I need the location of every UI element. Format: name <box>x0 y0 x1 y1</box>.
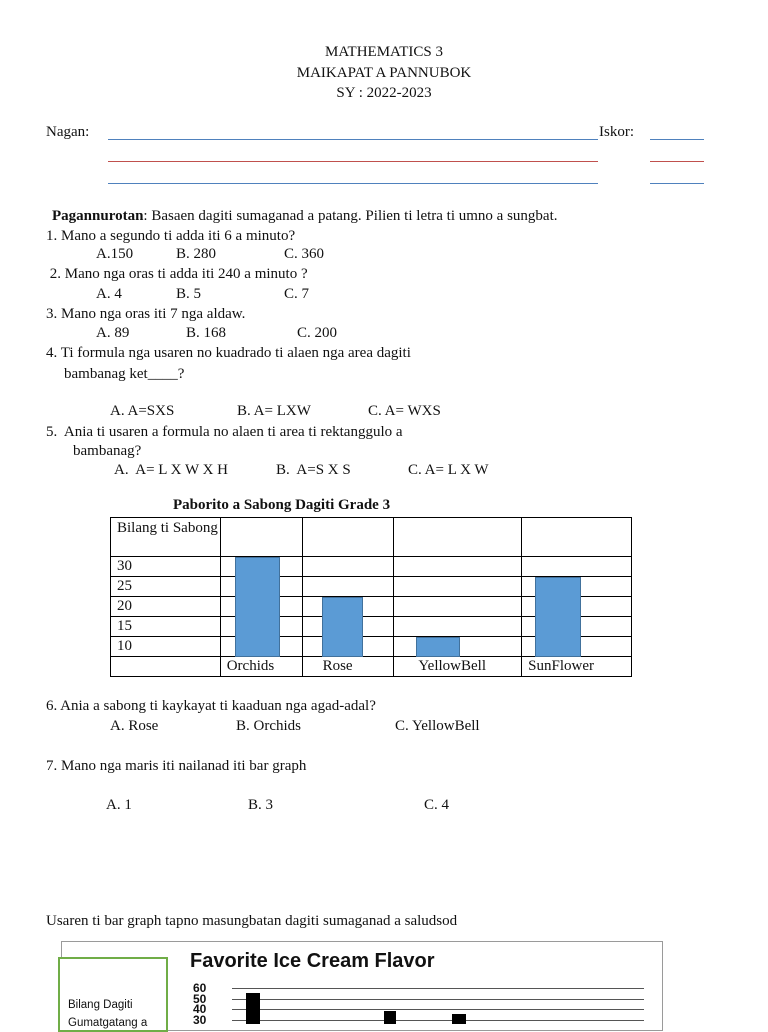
chart2-gridline <box>232 999 644 1000</box>
chart1-bar-orchids <box>235 557 280 657</box>
test-title: MAIKAPAT A PANNUBOK <box>296 65 472 81</box>
chart1-xlabel: Rose <box>302 657 394 677</box>
chart1-bar-sunflower <box>535 577 581 657</box>
chart1-ylabel: Bilang ti Sabong <box>111 518 221 557</box>
name-label: Nagan: <box>46 124 90 140</box>
chart2-gridline <box>232 1020 644 1021</box>
chart2-bar <box>384 1011 396 1024</box>
score-label: Iskor: <box>599 124 634 140</box>
instructions-text: : Basaen dagiti sumaganad a patang. Pilien ti letra ti umno a sungbat. <box>143 208 558 224</box>
chart1-xlabel: Orchids <box>220 657 302 677</box>
name-line-2[interactable] <box>108 161 598 162</box>
question-2: 2. Mano nga oras ti adda iti 240 a minuto ? <box>46 266 308 282</box>
name-line-3[interactable] <box>108 183 598 184</box>
chart2-ylabel-box <box>58 957 168 1032</box>
chart2-bar <box>246 993 260 1024</box>
chart2-ytick: 30 <box>193 1012 207 1027</box>
question-3: 3. Mano nga oras iti 7 nga aldaw. <box>46 306 246 322</box>
q3-choice-a[interactable]: A. 89 <box>96 325 130 341</box>
score-line-3[interactable] <box>650 183 704 184</box>
q7-choice-c[interactable]: C. 4 <box>424 797 450 813</box>
q3-choice-c[interactable]: C. 200 <box>297 325 338 341</box>
chart1-bar-rose <box>322 597 363 657</box>
q4-choice-a[interactable]: A. A=SXS <box>110 403 175 419</box>
score-line-2[interactable] <box>650 161 704 162</box>
q5-choice-a[interactable]: A. A= L X W X H <box>114 462 229 478</box>
chart2-ytick: 50 <box>193 991 207 1006</box>
score-line-1[interactable] <box>650 139 704 140</box>
q6-choice-c[interactable]: C. YellowBell <box>395 718 480 734</box>
q5-choice-b[interactable]: B. A=S X S <box>276 462 351 478</box>
question-5-cont: bambanag? <box>73 443 142 459</box>
chart2-gridline <box>232 1009 644 1010</box>
question-1: 1. Mano a segundo ti adda iti 6 a minuto? <box>46 228 296 244</box>
q2-choice-a[interactable]: A. 4 <box>96 286 122 302</box>
q6-choice-b[interactable]: B. Orchids <box>236 718 301 734</box>
school-year: SY : 2022-2023 <box>336 85 432 101</box>
chart2-gridline <box>232 988 644 989</box>
instructions-label: Pagannurotan <box>52 208 144 224</box>
chart2-title: Favorite Ice Cream Flavor <box>190 950 435 972</box>
q4-choice-b[interactable]: B. A= LXW <box>237 403 311 419</box>
chart2-ylabel: Bilang Dagiti Gumatgatang a <box>68 999 148 1029</box>
name-line-1[interactable] <box>108 139 598 140</box>
chart1-ytick: 20 <box>111 597 221 617</box>
chart1-ytick: 10 <box>111 637 221 657</box>
chart1-xlabel: YellowBell <box>394 657 522 677</box>
question-6: 6. Ania a sabong ti kaykayat ti kaaduan nga agad-adal? <box>46 698 376 714</box>
question-7: 7. Mano nga maris iti nailanad iti bar graph <box>46 758 307 774</box>
chart1-xlabel: SunFlower <box>522 657 632 677</box>
graph-instruction: Usaren ti bar graph tapno masungbatan dagiti sumaganad a saludsod <box>46 913 458 929</box>
chart1-bar-yellowbell <box>416 637 460 657</box>
q5-choice-c[interactable]: C. A= L X W <box>408 462 489 478</box>
chart2-ytick: 60 <box>193 981 207 995</box>
q4-choice-c[interactable]: C. A= WXS <box>368 403 441 419</box>
instructions <box>52 208 558 225</box>
chart2-bar <box>452 1014 466 1024</box>
q1-choice-c[interactable]: C. 360 <box>284 246 325 262</box>
question-5: 5. Ania ti usaren a formula no alaen ti area ti rektanggulo a <box>46 424 403 440</box>
question-4-cont: bambanag ket____? <box>64 366 185 382</box>
q1-choice-b[interactable]: B. 280 <box>176 246 217 262</box>
q2-choice-c[interactable]: C. 7 <box>284 286 310 302</box>
q7-choice-a[interactable]: A. 1 <box>106 797 132 813</box>
q2-choice-b[interactable]: B. 5 <box>176 286 202 302</box>
chart2-ytick: 40 <box>193 1002 207 1016</box>
q1-choice-a[interactable]: A.150 <box>96 246 134 262</box>
chart1-title: Paborito a Sabong Dagiti Grade 3 <box>173 497 391 513</box>
q7-choice-b[interactable]: B. 3 <box>248 797 274 813</box>
chart1-ytick: 25 <box>111 577 221 597</box>
q6-choice-a[interactable]: A. Rose <box>110 718 159 734</box>
question-4: 4. Ti formula nga usaren no kuadrado ti alaen nga area dagiti <box>46 345 411 361</box>
chart1-ytick: 15 <box>111 617 221 637</box>
chart1-ytick: 30 <box>111 557 221 577</box>
subject-title: MATHEMATICS 3 <box>325 44 443 60</box>
q3-choice-b[interactable]: B. 168 <box>186 325 227 341</box>
